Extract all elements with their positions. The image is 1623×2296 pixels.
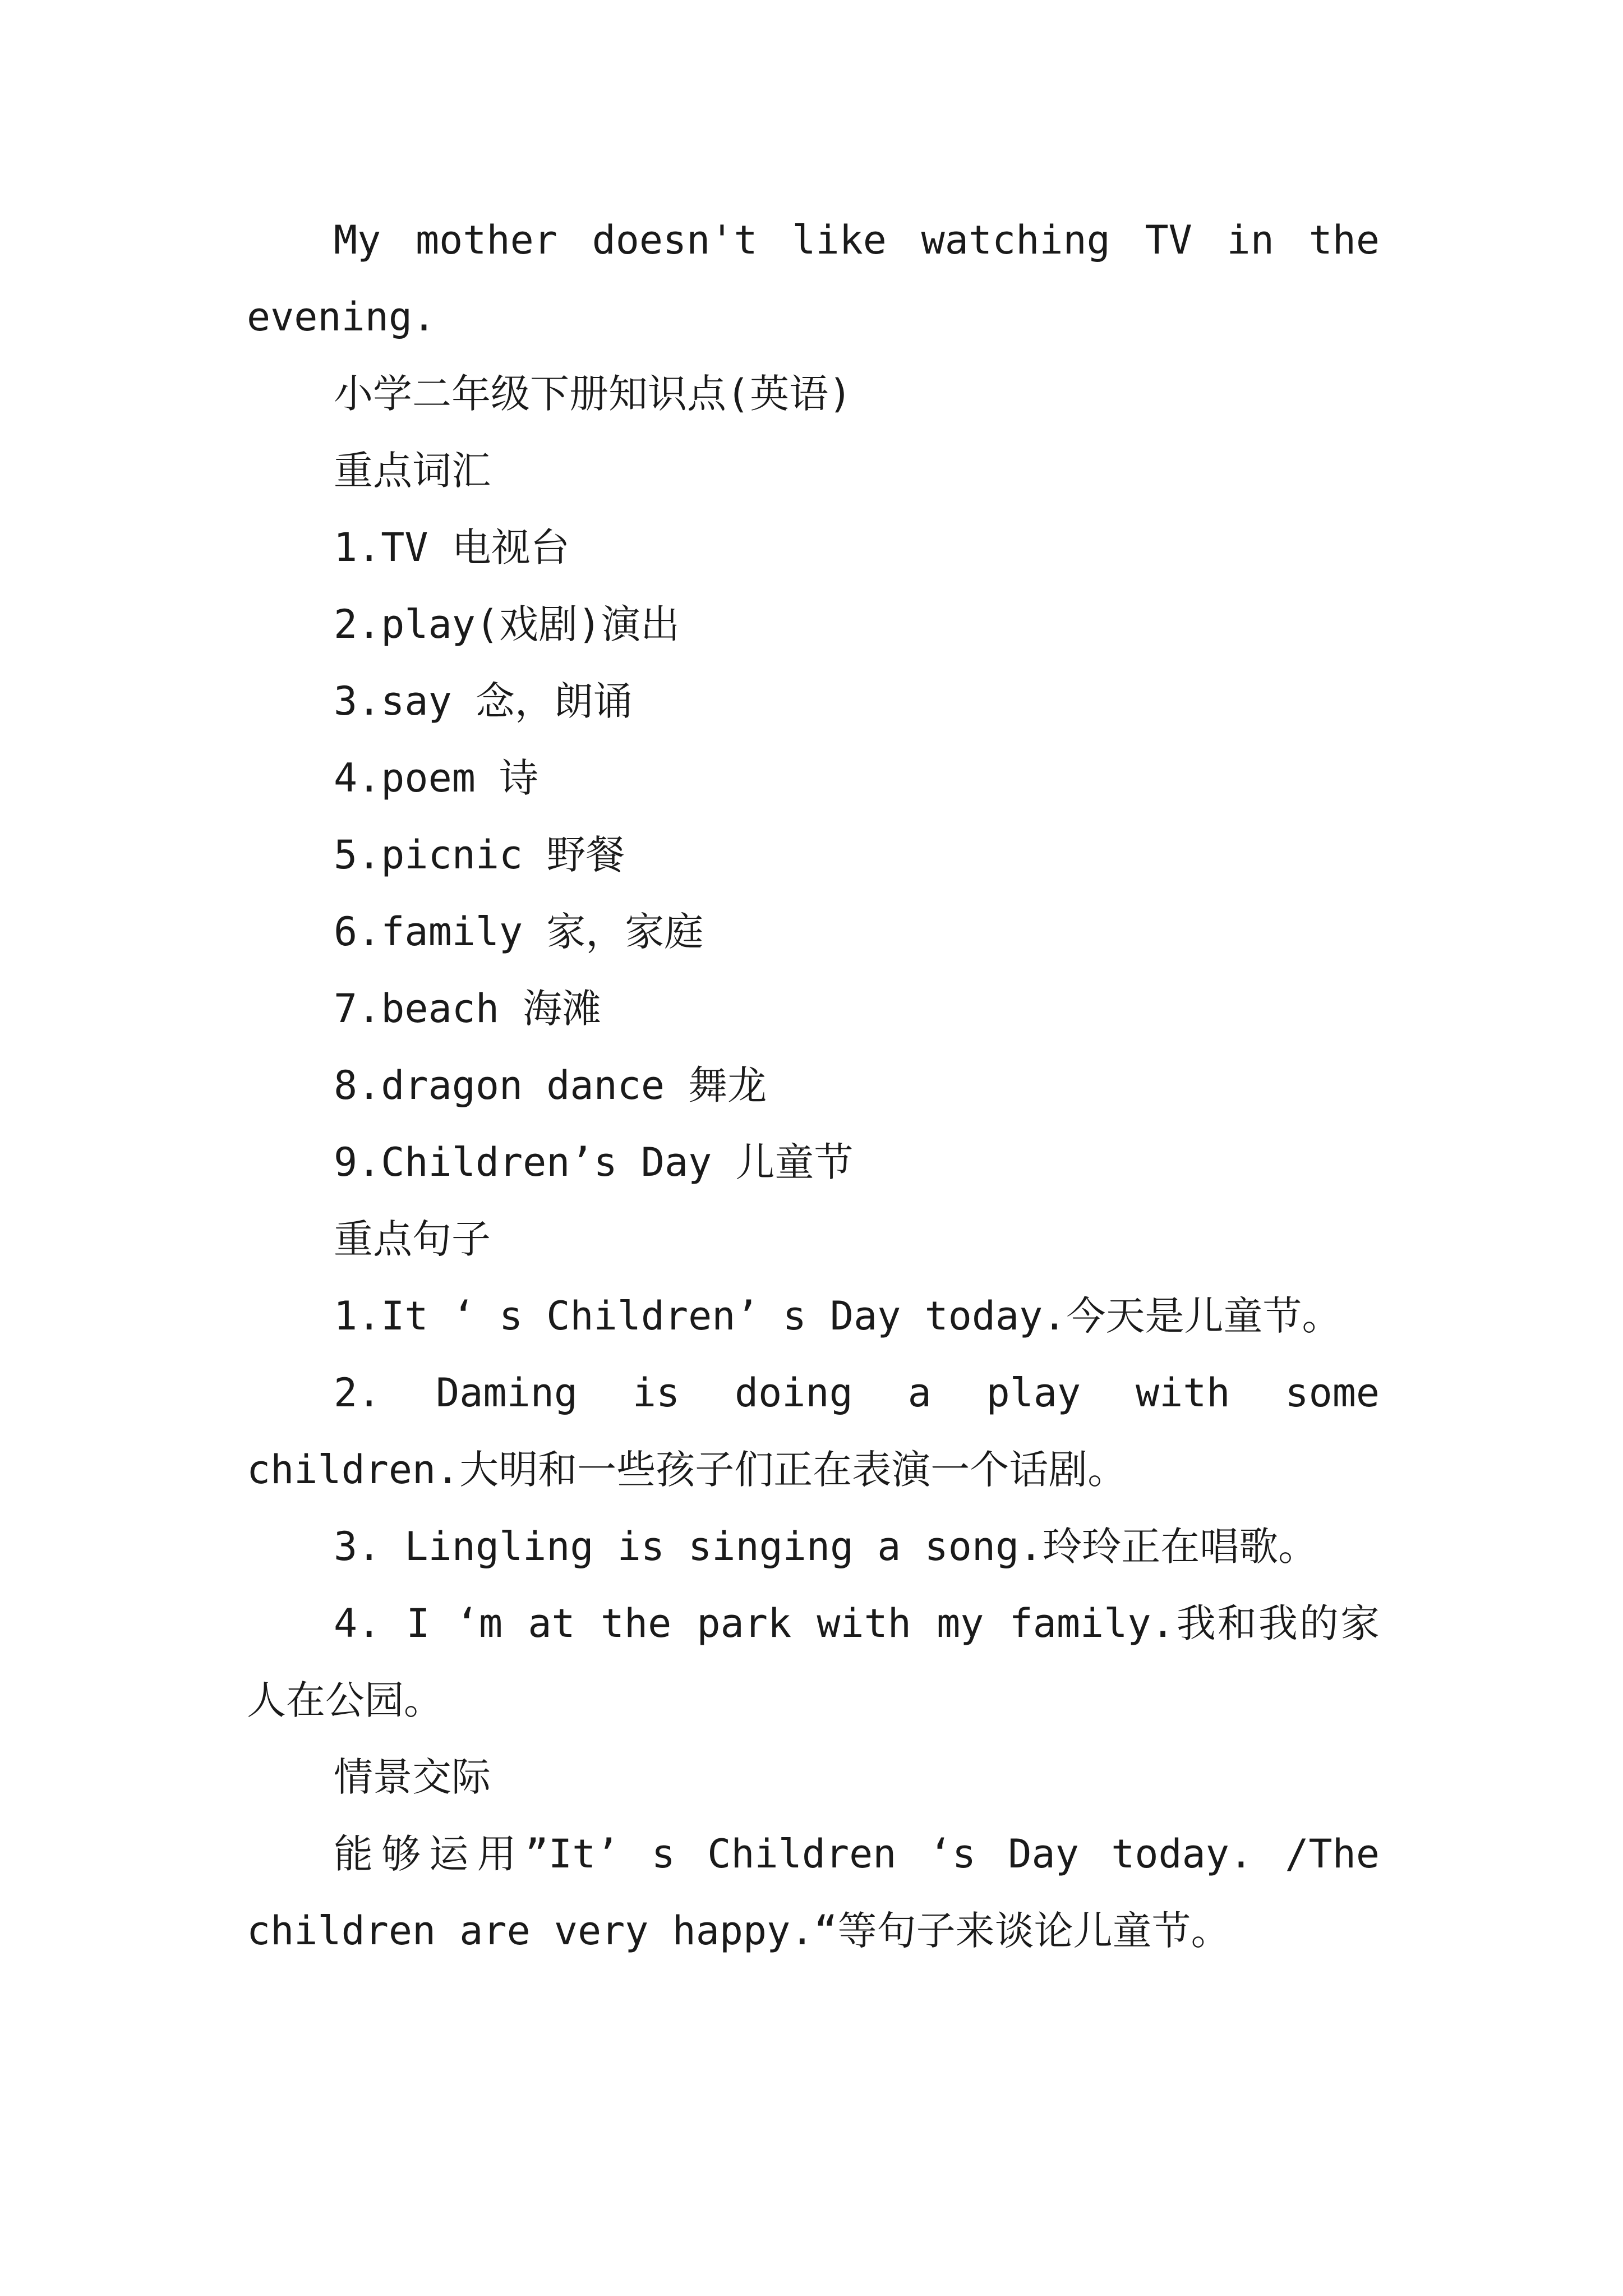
document-body [247,202,1380,1970]
vocab-item: 8.dragon dance 舞龙 [334,1062,767,1108]
heading-key-vocabulary: 重点词汇 [334,448,491,494]
vocab-item: 4.poem 诗 [334,755,539,801]
paragraph-intro-sentence: My mother doesn't like watching TV in the evening. [247,217,1380,340]
vocab-item: 5.picnic 野餐 [334,832,625,878]
sentence-item: 1.It ‘ s Children’ s Day today.今天是儿童节。 [334,1293,1341,1339]
vocab-item: 1.TV 电视台 [334,524,570,570]
vocab-item: 2.play(戏剧)演出 [334,601,680,647]
vocab-item: 7.beach 海滩 [334,986,602,1032]
communication-paragraph: 能够运用”It’ s Children ‘s Day today. /The children are very happy.“等句子来谈论儿童节。 [247,1831,1380,1954]
section-title: 小学二年级下册知识点(英语) [334,371,852,417]
vocab-item: 9.Children’s Day 儿童节 [334,1139,854,1185]
heading-situational-communication: 情景交际 [334,1754,491,1800]
sentence-item: 3. Lingling is singing a song.玲玲正在唱歌。 [334,1524,1318,1570]
sentence-item: 2. Daming is doing a play with some children.大明和一些孩子们正在表演一个话剧。 [247,1370,1380,1493]
sentence-item: 4. I ‘m at the park with my family.我和我的家人在公园。 [247,1600,1380,1723]
vocab-item: 6.family 家，家庭 [334,909,704,955]
heading-key-sentences: 重点句子 [334,1216,491,1262]
vocab-item: 3.say 念，朗诵 [334,678,633,724]
